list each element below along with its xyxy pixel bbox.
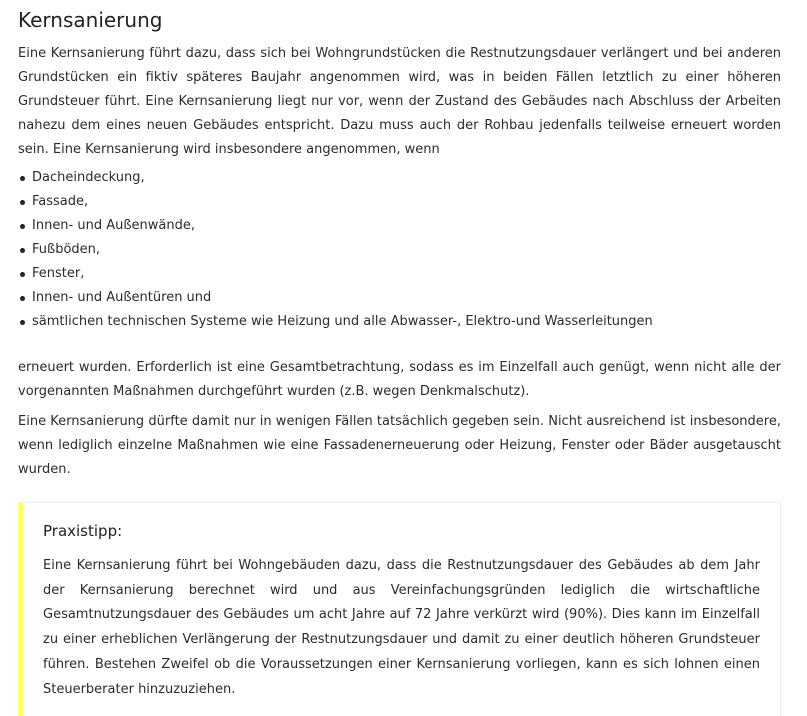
- practice-tip-box: [18, 502, 781, 716]
- list-item: Dacheindeckung,: [32, 166, 781, 190]
- after-list-paragraph: erneuert wurden. Erforderlich ist eine Gesamtbetrachtung, sodass es im Einzelfall auch genügt, wenn nicht alle der vorgenannten Maßnahmen durchgeführt wurden (z.B. wegen Denkmalschutz).: [18, 360, 781, 399]
- list-item: Fußböden,: [32, 238, 781, 262]
- list-item: sämtlichen technischen Systeme wie Heizung und alle Abwasser-, Elektro-und Wasserleitungen: [32, 310, 781, 334]
- list-item: Fenster,: [32, 262, 781, 286]
- list-item: Innen- und Außenwände,: [32, 214, 781, 238]
- list-item: Innen- und Außentüren und: [32, 286, 781, 310]
- renovation-measures-list: [18, 166, 781, 334]
- tip-title: Praxistipp:: [43, 522, 123, 540]
- article-title: Kernsanierung: [18, 8, 163, 32]
- list-item: Fassade,: [32, 190, 781, 214]
- intro-paragraph: Eine Kernsanierung führt dazu, dass sich bei Wohngrundstücken die Restnutzungsdauer verlängert und bei anderen Grundstücken ein fiktiv späteres Baujahr angenommen wird, was in beiden Fällen letztlich zu einer höheren Grundsteuer führt. Eine Kernsanierung liegt nur vor, wenn der Zustand des Gebäudes nach Abschluss der Arbeiten nahezu dem eines neuen Gebäudes entspricht. Dazu muss auch der Rohbau jedenfalls teilweise erneuert worden sein. Eine Kernsanierung wird insbesondere angenommen, wenn: [18, 46, 781, 157]
- tip-text: Eine Kernsanierung führt bei Wohngebäuden dazu, dass die Restnutzungsdauer des Gebäudes ab dem Jahr der Kernsanierung berechnet wird und aus Vereinfachungsgründen lediglich die wirtschaftliche Gesamtnutzungsdauer des Gebäudes um acht Jahre auf 72 Jahre verkürzt wird (90%). Dies kann im Einzelfall zu einer erheblichen Verlängerung der Restnutzungsdauer und damit zu einer deutlich höheren Grundsteuer führen. Bestehen Zweifel ob die Voraussetzungen einer Kernsanierung vorliegen, kann es sich lohnen einen Steuerberater hinzuzuziehen.: [43, 558, 760, 697]
- note-paragraph: Eine Kernsanierung dürfte damit nur in wenigen Fällen tatsächlich gegeben sein. Nicht ausreichend ist insbesondere, wenn lediglich einzelne Maßnahmen wie eine Fassadenerneuerung oder Heizung, Fenster oder Bäder ausgetauscht wurden.: [18, 414, 781, 477]
